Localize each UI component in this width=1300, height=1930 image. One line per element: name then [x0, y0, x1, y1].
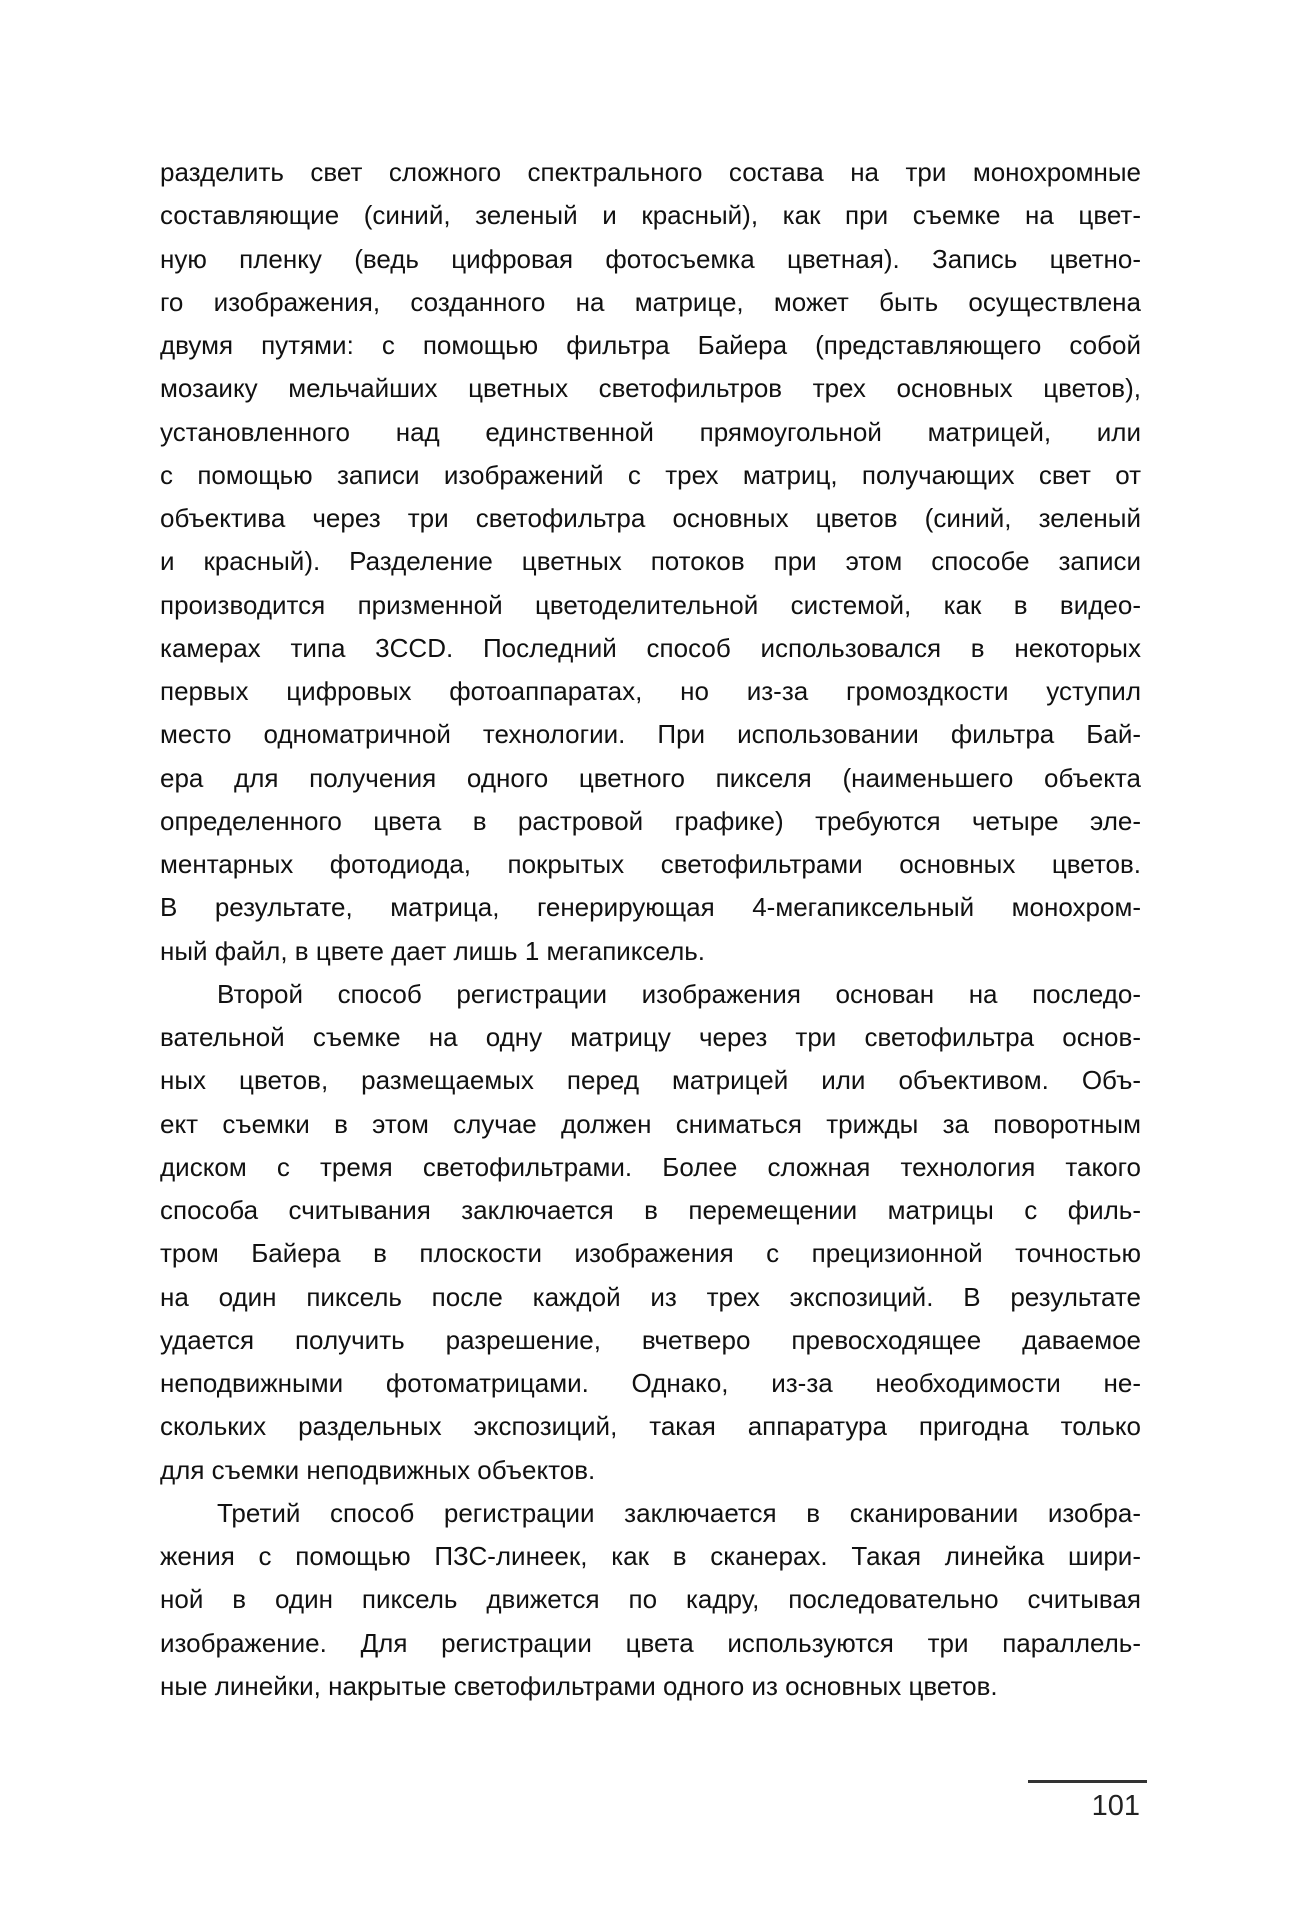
text-line: [160, 1578, 1141, 1621]
text-line: [160, 584, 1141, 627]
text-line: [160, 973, 1141, 1016]
text-line: [160, 194, 1141, 237]
text-line-content: Второй способ регистрации изображения основан на последо-: [217, 978, 1141, 1009]
text-line-content: ный файл, в цвете дает лишь 1 мегапиксель.: [160, 935, 706, 966]
text-line-content: го изображения, созданного на матрице, может быть осуществлена: [160, 286, 1141, 317]
text-line-content: установленного над единственной прямоугольной матрицей, или: [160, 416, 1141, 447]
text-line-content: ера для получения одного цветного пикселя (наименьшего объекта: [160, 762, 1141, 793]
text-line: [160, 281, 1141, 324]
text-line: [160, 1189, 1141, 1232]
text-line: [160, 930, 1141, 973]
text-line: [160, 1665, 1141, 1708]
text-line: [160, 497, 1141, 540]
paragraph: [160, 151, 1141, 973]
text-line-content: ную пленку (ведь цифровая фотосъемка цветная). Запись цветно-: [160, 243, 1141, 274]
text-line-content: место одноматричной технологии. При использовании фильтра Бай-: [160, 719, 1141, 750]
text-line-content: ект съемки в этом случае должен сниматься трижды за поворотным: [160, 1108, 1141, 1139]
text-line-content: скольких раздельных экспозиций, такая аппаратура пригодна только: [160, 1411, 1141, 1442]
text-line-content: ной в один пиксель движется по кадру, последовательно считывая: [160, 1584, 1141, 1615]
text-line-content: Третий способ регистрации заключается в сканировании изобра-: [217, 1497, 1141, 1528]
text-line: [160, 411, 1141, 454]
page-number: 101: [1091, 1790, 1140, 1822]
text-line: [160, 843, 1141, 886]
text-line-content: ных цветов, размещаемых перед матрицей или объективом. Объ-: [160, 1065, 1141, 1096]
text-line: [160, 1232, 1141, 1275]
text-line-content: для съемки неподвижных объектов.: [160, 1454, 596, 1485]
paragraph: [160, 973, 1141, 1492]
body-text: [160, 151, 1141, 1708]
footer-rule: [1028, 1780, 1147, 1783]
text-line-content: и красный). Разделение цветных потоков при этом способе записи: [160, 546, 1141, 577]
text-line-content: неподвижными фотоматрицами. Однако, из-за необходимости не-: [160, 1368, 1141, 1398]
text-line: [160, 713, 1141, 756]
text-line-content: составляющие (синий, зеленый и красный), как при съемке на цвет-: [160, 200, 1141, 231]
text-line-content: жения с помощью ПЗС-линеек, как в сканерах. Такая линейка шири-: [160, 1541, 1141, 1571]
text-line-content: камерах типа 3CCD. Последний способ использовался в некоторых: [160, 632, 1141, 663]
text-line: [160, 1449, 1141, 1492]
text-line-content: первых цифровых фотоаппаратах, но из-за громоздкости уступил: [160, 676, 1141, 706]
text-line: [160, 1362, 1141, 1405]
text-line-content: объектива через три светофильтра основных цветов (синий, зеленый: [160, 503, 1141, 533]
text-line-content: с помощью записи изображений с трех матриц, получающих свет от: [160, 459, 1141, 490]
text-line: [160, 1535, 1141, 1578]
text-line-content: производится призменной цветоделительной системой, как в видео-: [160, 589, 1141, 620]
text-line: [160, 238, 1141, 281]
text-line: [160, 1405, 1141, 1448]
text-line-content: ные линейки, накрытые светофильтрами одного из основных цветов.: [160, 1670, 998, 1701]
text-line-content: диском с тремя светофильтрами. Более сложная технология такого: [160, 1151, 1141, 1182]
text-line: [160, 1146, 1141, 1189]
paragraph: [160, 1492, 1141, 1708]
text-line: [160, 757, 1141, 800]
text-line: [160, 886, 1141, 929]
text-line: [160, 627, 1141, 670]
text-line-content: вательной съемке на одну матрицу через три светофильтра основ-: [160, 1022, 1141, 1052]
text-line-content: определенного цвета в растровой графике) требуются четыре эле-: [160, 805, 1141, 836]
text-line: [160, 1276, 1141, 1319]
text-line: [160, 1492, 1141, 1535]
text-line: [160, 1622, 1141, 1665]
text-line-content: мозаику мельчайших цветных светофильтров трех основных цветов),: [160, 373, 1141, 404]
text-line-content: способа считывания заключается в перемещении матрицы с филь-: [160, 1195, 1141, 1225]
text-line-content: разделить свет сложного спектрального состава на три монохромные: [160, 157, 1141, 187]
text-line: [160, 324, 1141, 367]
text-line: [160, 1016, 1141, 1059]
text-line-content: двумя путями: с помощью фильтра Байера (представляющего собой: [160, 330, 1141, 360]
text-line-content: на один пиксель после каждой из трех экспозиций. В результате: [160, 1281, 1141, 1312]
text-line: [160, 367, 1141, 410]
text-line: [160, 151, 1141, 194]
text-line: [160, 454, 1141, 497]
text-line-content: В результате, матрица, генерирующая 4-мегапиксельный монохром-: [160, 892, 1141, 923]
text-line-content: изображение. Для регистрации цвета используются три параллель-: [160, 1627, 1141, 1658]
text-line-content: удается получить разрешение, вчетверо превосходящее даваемое: [160, 1324, 1141, 1355]
text-line: [160, 1059, 1141, 1102]
text-line: [160, 800, 1141, 843]
text-line-content: тром Байера в плоскости изображения с прецизионной точностью: [160, 1238, 1141, 1269]
text-line: [160, 540, 1141, 583]
text-line: [160, 1319, 1141, 1362]
text-line-content: ментарных фотодиода, покрытых светофильтрами основных цветов.: [160, 849, 1141, 879]
text-line: [160, 670, 1141, 713]
text-line: [160, 1103, 1141, 1146]
